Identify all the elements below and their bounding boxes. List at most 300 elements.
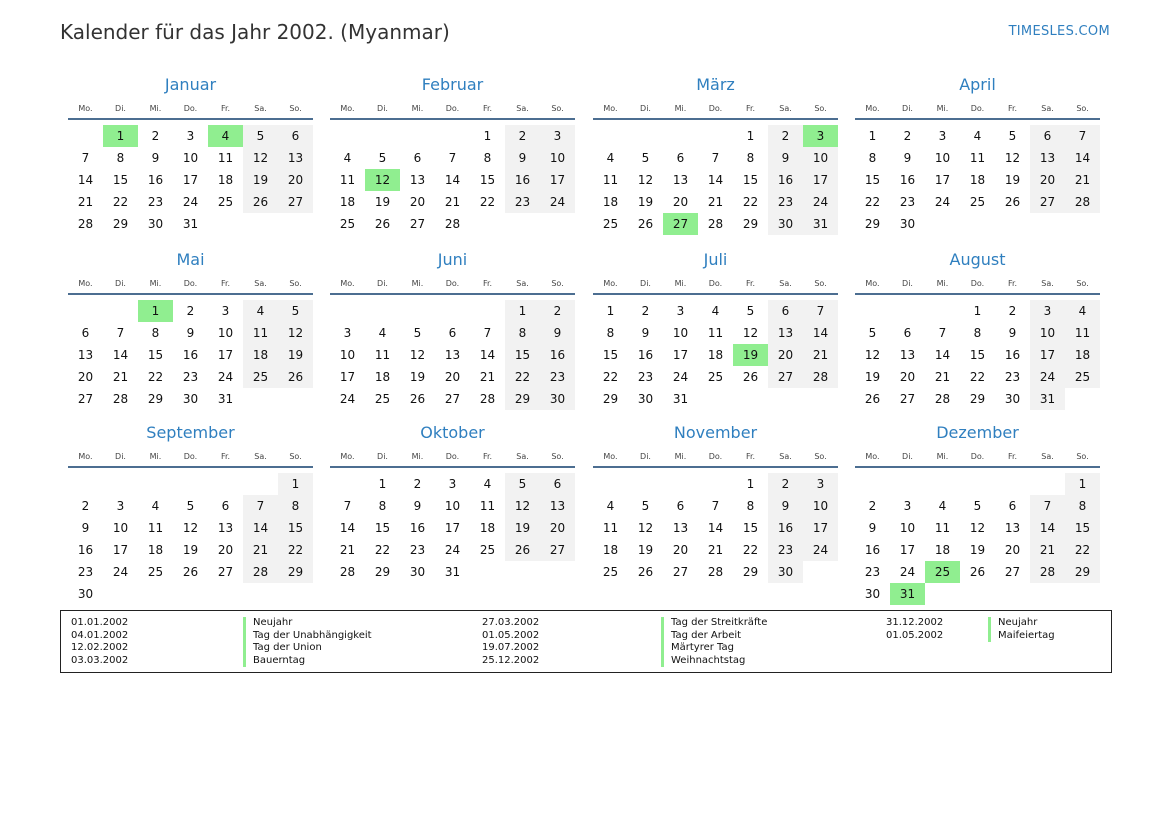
day-cell: 10 <box>1030 322 1065 344</box>
day-cell: 22 <box>278 539 313 561</box>
day-cell: 28 <box>444 217 461 231</box>
day-cell: 15 <box>742 173 759 187</box>
day-cell: 17 <box>803 517 838 539</box>
day-cell: 14 <box>444 173 461 187</box>
holiday-name: Tag der Union <box>243 642 372 655</box>
day-cell: 10 <box>899 521 916 535</box>
day-cell: 2 <box>1008 304 1017 318</box>
weekday-label: Mo. <box>865 278 880 288</box>
day-cell: 30 <box>1004 392 1021 406</box>
day-cell: 21 <box>112 370 129 384</box>
day-cell: 7 <box>1065 125 1100 147</box>
day-cell: 14 <box>339 521 356 535</box>
weekday-label: Di. <box>640 103 651 113</box>
day-cell: 4 <box>606 499 615 513</box>
weekday-label: So. <box>1076 451 1089 461</box>
day-cell: 7 <box>711 151 720 165</box>
day-cell: 6 <box>903 326 912 340</box>
day-cell: 14 <box>243 517 278 539</box>
weekday-label: Di. <box>640 278 651 288</box>
holiday-date: 01.05.2002 <box>886 629 944 641</box>
day-cell: 23 <box>409 543 426 557</box>
empty-cell <box>435 300 470 322</box>
empty-cell <box>925 300 960 322</box>
day-cell: 12 <box>182 521 199 535</box>
day-cell: 25 <box>217 195 234 209</box>
weekday-label: Di. <box>902 278 913 288</box>
day-cell: 20 <box>768 344 803 366</box>
holiday-name: Tag der Arbeit <box>661 630 767 643</box>
day-cell: 26 <box>182 565 199 579</box>
day-cell: 26 <box>1004 195 1021 209</box>
weekday-header <box>330 98 575 120</box>
empty-cell <box>400 125 435 147</box>
day-cell: 9 <box>1008 326 1017 340</box>
empty-cell <box>855 300 890 322</box>
day-cell: 27 <box>217 565 234 579</box>
day-grid <box>855 300 1100 410</box>
day-cell: 2 <box>81 499 90 513</box>
day-cell: 9 <box>505 147 540 169</box>
weekday-label: Sa. <box>254 103 267 113</box>
day-cell: 29 <box>602 392 619 406</box>
day-cell: 27 <box>1004 565 1021 579</box>
day-cell: 9 <box>768 495 803 517</box>
day-cell: 28 <box>479 392 496 406</box>
day-cell: 16 <box>182 348 199 362</box>
weekday-label: So. <box>1076 103 1089 113</box>
day-cell: 7 <box>711 499 720 513</box>
day-cell: 25 <box>969 195 986 209</box>
day-cell: 17 <box>899 543 916 557</box>
empty-cell <box>365 125 400 147</box>
day-cell: 12 <box>1004 151 1021 165</box>
day-cell: 1 <box>1065 473 1100 495</box>
empty-cell <box>890 300 925 322</box>
day-cell: 19 <box>182 543 199 557</box>
day-cell: 10 <box>444 499 461 513</box>
day-cell: 22 <box>479 195 496 209</box>
day-cell: 7 <box>448 151 457 165</box>
empty-cell <box>68 473 103 495</box>
site-link[interactable]: TIMESLES.COM <box>1008 24 1110 39</box>
month-name: Februar <box>421 75 484 94</box>
day-cell: 12 <box>409 348 426 362</box>
month-10 <box>330 420 575 583</box>
weekday-header <box>68 446 313 468</box>
weekday-label: Mi. <box>149 278 162 288</box>
day-cell: 9 <box>903 151 912 165</box>
weekday-label: So. <box>551 278 564 288</box>
day-grid <box>593 300 838 410</box>
day-cell: 8 <box>973 326 982 340</box>
day-cell: 13 <box>672 521 689 535</box>
empty-cell <box>103 473 138 495</box>
weekday-label: Mi. <box>674 103 687 113</box>
holiday-date: 27.03.2002 <box>482 617 540 628</box>
day-cell: 15 <box>147 348 164 362</box>
weekday-label: Mo. <box>340 278 355 288</box>
holiday-day-cell: 25 <box>925 561 960 583</box>
day-cell: 3 <box>803 473 838 495</box>
holiday-name: Tag der Streitkräfte <box>661 617 767 630</box>
empty-cell <box>103 300 138 322</box>
month-5 <box>68 247 313 410</box>
day-cell: 16 <box>637 348 654 362</box>
weekday-label: Fr. <box>745 103 756 113</box>
day-cell: 22 <box>602 370 619 384</box>
day-cell: 13 <box>899 348 916 362</box>
day-cell: 11 <box>243 322 278 344</box>
day-cell: 13 <box>409 173 426 187</box>
day-cell: 19 <box>637 195 654 209</box>
weekday-label: Do. <box>183 278 198 288</box>
day-cell: 28 <box>934 392 951 406</box>
weekday-label: Di. <box>377 451 388 461</box>
day-cell: 24 <box>112 565 129 579</box>
day-cell: 7 <box>81 151 90 165</box>
day-cell: 15 <box>374 521 391 535</box>
day-cell: 5 <box>973 499 982 513</box>
day-cell: 31 <box>1030 388 1065 410</box>
day-cell: 4 <box>378 326 387 340</box>
day-cell: 8 <box>116 151 125 165</box>
day-cell: 23 <box>147 195 164 209</box>
day-cell: 1 <box>505 300 540 322</box>
day-cell: 31 <box>672 392 689 406</box>
day-cell: 29 <box>505 388 540 410</box>
day-cell: 5 <box>378 151 387 165</box>
day-cell: 2 <box>768 473 803 495</box>
day-cell: 10 <box>112 521 129 535</box>
weekday-header <box>593 273 838 295</box>
day-cell: 4 <box>483 477 492 491</box>
day-cell: 7 <box>243 495 278 517</box>
day-cell: 24 <box>182 195 199 209</box>
day-cell: 4 <box>243 300 278 322</box>
day-cell: 22 <box>864 195 881 209</box>
day-cell: 9 <box>81 521 90 535</box>
day-cell: 11 <box>969 151 986 165</box>
day-cell: 1 <box>746 477 755 491</box>
day-cell: 28 <box>707 217 724 231</box>
day-cell: 2 <box>151 129 160 143</box>
day-cell: 9 <box>413 499 422 513</box>
holiday-dates-col-2 <box>482 617 539 667</box>
day-cell: 3 <box>1030 300 1065 322</box>
weekday-label: Mi. <box>149 451 162 461</box>
holiday-day-cell: 27 <box>663 213 698 235</box>
day-cell: 18 <box>602 195 619 209</box>
day-cell: 2 <box>505 125 540 147</box>
day-cell: 21 <box>803 344 838 366</box>
month-7 <box>593 247 838 410</box>
month-name: September <box>146 423 235 442</box>
day-grid <box>330 300 575 410</box>
weekday-label: Do. <box>445 103 460 113</box>
weekday-label: Fr. <box>220 451 231 461</box>
day-cell: 2 <box>768 125 803 147</box>
day-cell: 22 <box>742 195 759 209</box>
day-cell: 15 <box>1065 517 1100 539</box>
weekday-label: Mo. <box>865 103 880 113</box>
day-cell: 24 <box>803 191 838 213</box>
day-cell: 14 <box>803 322 838 344</box>
day-cell: 13 <box>540 495 575 517</box>
weekday-label: Mo. <box>78 278 93 288</box>
weekday-header <box>855 273 1100 295</box>
weekday-label: Mi. <box>411 451 424 461</box>
day-cell: 6 <box>81 326 90 340</box>
holiday-names-col-3 <box>988 617 1055 642</box>
day-cell: 31 <box>182 217 199 231</box>
day-cell: 18 <box>1065 344 1100 366</box>
day-cell: 21 <box>77 195 94 209</box>
day-cell: 5 <box>641 151 650 165</box>
day-cell: 23 <box>1004 370 1021 384</box>
holiday-date: 25.12.2002 <box>482 654 540 666</box>
weekday-label: Do. <box>970 278 985 288</box>
day-cell: 24 <box>540 191 575 213</box>
day-cell: 19 <box>864 370 881 384</box>
day-cell: 18 <box>969 173 986 187</box>
day-cell: 14 <box>479 348 496 362</box>
day-grid <box>330 473 575 583</box>
day-cell: 18 <box>339 195 356 209</box>
day-cell: 2 <box>186 304 195 318</box>
day-cell: 30 <box>899 217 916 231</box>
holiday-date: 04.01.2002 <box>71 629 129 641</box>
day-cell: 20 <box>278 169 313 191</box>
holiday-day-cell: 12 <box>365 169 400 191</box>
day-cell: 5 <box>243 125 278 147</box>
month-name: Juni <box>437 250 468 269</box>
day-cell: 17 <box>672 348 689 362</box>
day-cell: 26 <box>409 392 426 406</box>
day-cell: 6 <box>413 151 422 165</box>
month-2 <box>330 72 575 235</box>
day-cell: 20 <box>1004 543 1021 557</box>
day-cell: 16 <box>768 169 803 191</box>
empty-cell <box>628 473 663 495</box>
day-cell: 3 <box>116 499 125 513</box>
day-cell: 30 <box>768 561 803 583</box>
day-cell: 15 <box>479 173 496 187</box>
holiday-names-col-1 <box>243 617 372 667</box>
day-cell: 22 <box>1065 539 1100 561</box>
weekday-label: Fr. <box>1007 451 1018 461</box>
day-cell: 23 <box>540 366 575 388</box>
weekday-label: Fr. <box>745 451 756 461</box>
day-cell: 30 <box>182 392 199 406</box>
weekday-label: Do. <box>445 278 460 288</box>
weekday-label: Do. <box>445 451 460 461</box>
empty-cell <box>243 473 278 495</box>
day-cell: 26 <box>278 366 313 388</box>
weekday-label: So. <box>289 451 302 461</box>
weekday-label: Sa. <box>779 451 792 461</box>
holiday-legend <box>60 610 1112 673</box>
day-cell: 4 <box>343 151 352 165</box>
day-cell: 16 <box>147 173 164 187</box>
holiday-day-cell: 1 <box>138 300 173 322</box>
day-cell: 20 <box>672 543 689 557</box>
empty-cell <box>330 300 365 322</box>
day-cell: 22 <box>112 195 129 209</box>
day-cell: 14 <box>707 521 724 535</box>
weekday-label: Sa. <box>516 278 529 288</box>
day-cell: 3 <box>676 304 685 318</box>
day-cell: 3 <box>343 326 352 340</box>
day-cell: 1 <box>606 304 615 318</box>
day-cell: 26 <box>505 539 540 561</box>
day-cell: 1 <box>378 477 387 491</box>
day-cell: 17 <box>217 348 234 362</box>
day-cell: 29 <box>969 392 986 406</box>
day-cell: 10 <box>934 151 951 165</box>
day-cell: 10 <box>803 495 838 517</box>
day-cell: 10 <box>540 147 575 169</box>
day-cell: 15 <box>742 521 759 535</box>
day-cell: 26 <box>243 191 278 213</box>
day-cell: 4 <box>151 499 160 513</box>
weekday-label: Do. <box>708 103 723 113</box>
month-6 <box>330 247 575 410</box>
day-cell: 30 <box>864 587 881 601</box>
empty-cell <box>1030 473 1065 495</box>
day-cell: 12 <box>969 521 986 535</box>
weekday-label: Sa. <box>254 451 267 461</box>
day-cell: 12 <box>742 326 759 340</box>
day-cell: 20 <box>540 517 575 539</box>
weekday-label: Mo. <box>865 451 880 461</box>
weekday-label: Fr. <box>220 103 231 113</box>
day-cell: 14 <box>707 173 724 187</box>
day-cell: 21 <box>707 195 724 209</box>
day-cell: 19 <box>637 543 654 557</box>
weekday-label: Mi. <box>936 103 949 113</box>
weekday-label: Do. <box>708 278 723 288</box>
day-cell: 6 <box>1008 499 1017 513</box>
day-cell: 23 <box>77 565 94 579</box>
weekday-header <box>593 446 838 468</box>
day-cell: 29 <box>742 217 759 231</box>
holiday-name: Neujahr <box>243 617 372 630</box>
day-cell: 17 <box>934 173 951 187</box>
day-cell: 10 <box>339 348 356 362</box>
day-cell: 24 <box>444 543 461 557</box>
weekday-label: So. <box>814 451 827 461</box>
day-cell: 6 <box>768 300 803 322</box>
day-cell: 6 <box>540 473 575 495</box>
empty-cell <box>330 473 365 495</box>
holiday-name: Märtyrer Tag <box>661 642 767 655</box>
day-grid <box>855 125 1100 235</box>
day-cell: 5 <box>186 499 195 513</box>
day-cell: 19 <box>278 344 313 366</box>
day-cell: 6 <box>1030 125 1065 147</box>
day-cell: 16 <box>864 543 881 557</box>
empty-cell <box>663 125 698 147</box>
day-cell: 24 <box>217 370 234 384</box>
day-cell: 6 <box>221 499 230 513</box>
weekday-label: Mo. <box>603 278 618 288</box>
day-cell: 18 <box>602 543 619 557</box>
day-cell: 1 <box>746 129 755 143</box>
day-cell: 19 <box>969 543 986 557</box>
day-cell: 21 <box>479 370 496 384</box>
weekday-label: Sa. <box>254 278 267 288</box>
weekday-label: Mo. <box>340 451 355 461</box>
weekday-label: Di. <box>377 103 388 113</box>
holiday-name: Weihnachtstag <box>661 655 767 668</box>
day-cell: 15 <box>278 517 313 539</box>
month-name: Mai <box>176 250 205 269</box>
holiday-date: 19.07.2002 <box>482 642 540 653</box>
weekday-label: Mo. <box>603 103 618 113</box>
month-11 <box>593 420 838 583</box>
day-cell: 28 <box>77 217 94 231</box>
weekday-label: So. <box>551 103 564 113</box>
holiday-date: 01.05.2002 <box>482 629 540 641</box>
day-cell: 1 <box>868 129 877 143</box>
weekday-label: Sa. <box>779 278 792 288</box>
holiday-date: 01.01.2002 <box>71 617 129 628</box>
day-cell: 11 <box>602 521 619 535</box>
day-cell: 14 <box>1065 147 1100 169</box>
day-cell: 19 <box>505 517 540 539</box>
day-cell: 18 <box>934 543 951 557</box>
day-cell: 2 <box>903 129 912 143</box>
day-cell: 25 <box>243 366 278 388</box>
day-cell: 18 <box>707 348 724 362</box>
day-cell: 20 <box>1030 169 1065 191</box>
day-cell: 27 <box>540 539 575 561</box>
day-cell: 8 <box>868 151 877 165</box>
empty-cell <box>365 300 400 322</box>
day-cell: 29 <box>147 392 164 406</box>
day-cell: 4 <box>711 304 720 318</box>
day-cell: 21 <box>1030 539 1065 561</box>
day-cell: 11 <box>934 521 951 535</box>
weekday-label: Mo. <box>340 103 355 113</box>
month-8 <box>855 247 1100 410</box>
day-cell: 23 <box>899 195 916 209</box>
day-cell: 12 <box>243 147 278 169</box>
day-cell: 24 <box>672 370 689 384</box>
day-cell: 23 <box>637 370 654 384</box>
day-cell: 19 <box>374 195 391 209</box>
day-cell: 27 <box>77 392 94 406</box>
month-name: Januar <box>164 75 217 94</box>
day-cell: 18 <box>479 521 496 535</box>
day-cell: 5 <box>868 326 877 340</box>
empty-cell <box>698 473 733 495</box>
day-cell: 25 <box>339 217 356 231</box>
day-cell: 8 <box>378 499 387 513</box>
day-cell: 18 <box>243 344 278 366</box>
empty-cell <box>663 473 698 495</box>
day-cell: 17 <box>444 521 461 535</box>
day-cell: 13 <box>217 521 234 535</box>
weekday-label: Di. <box>115 278 126 288</box>
day-cell: 31 <box>217 392 234 406</box>
day-cell: 17 <box>540 169 575 191</box>
month-12 <box>855 420 1100 605</box>
weekday-label: Do. <box>183 451 198 461</box>
weekday-label: Mo. <box>78 103 93 113</box>
weekday-header <box>330 446 575 468</box>
